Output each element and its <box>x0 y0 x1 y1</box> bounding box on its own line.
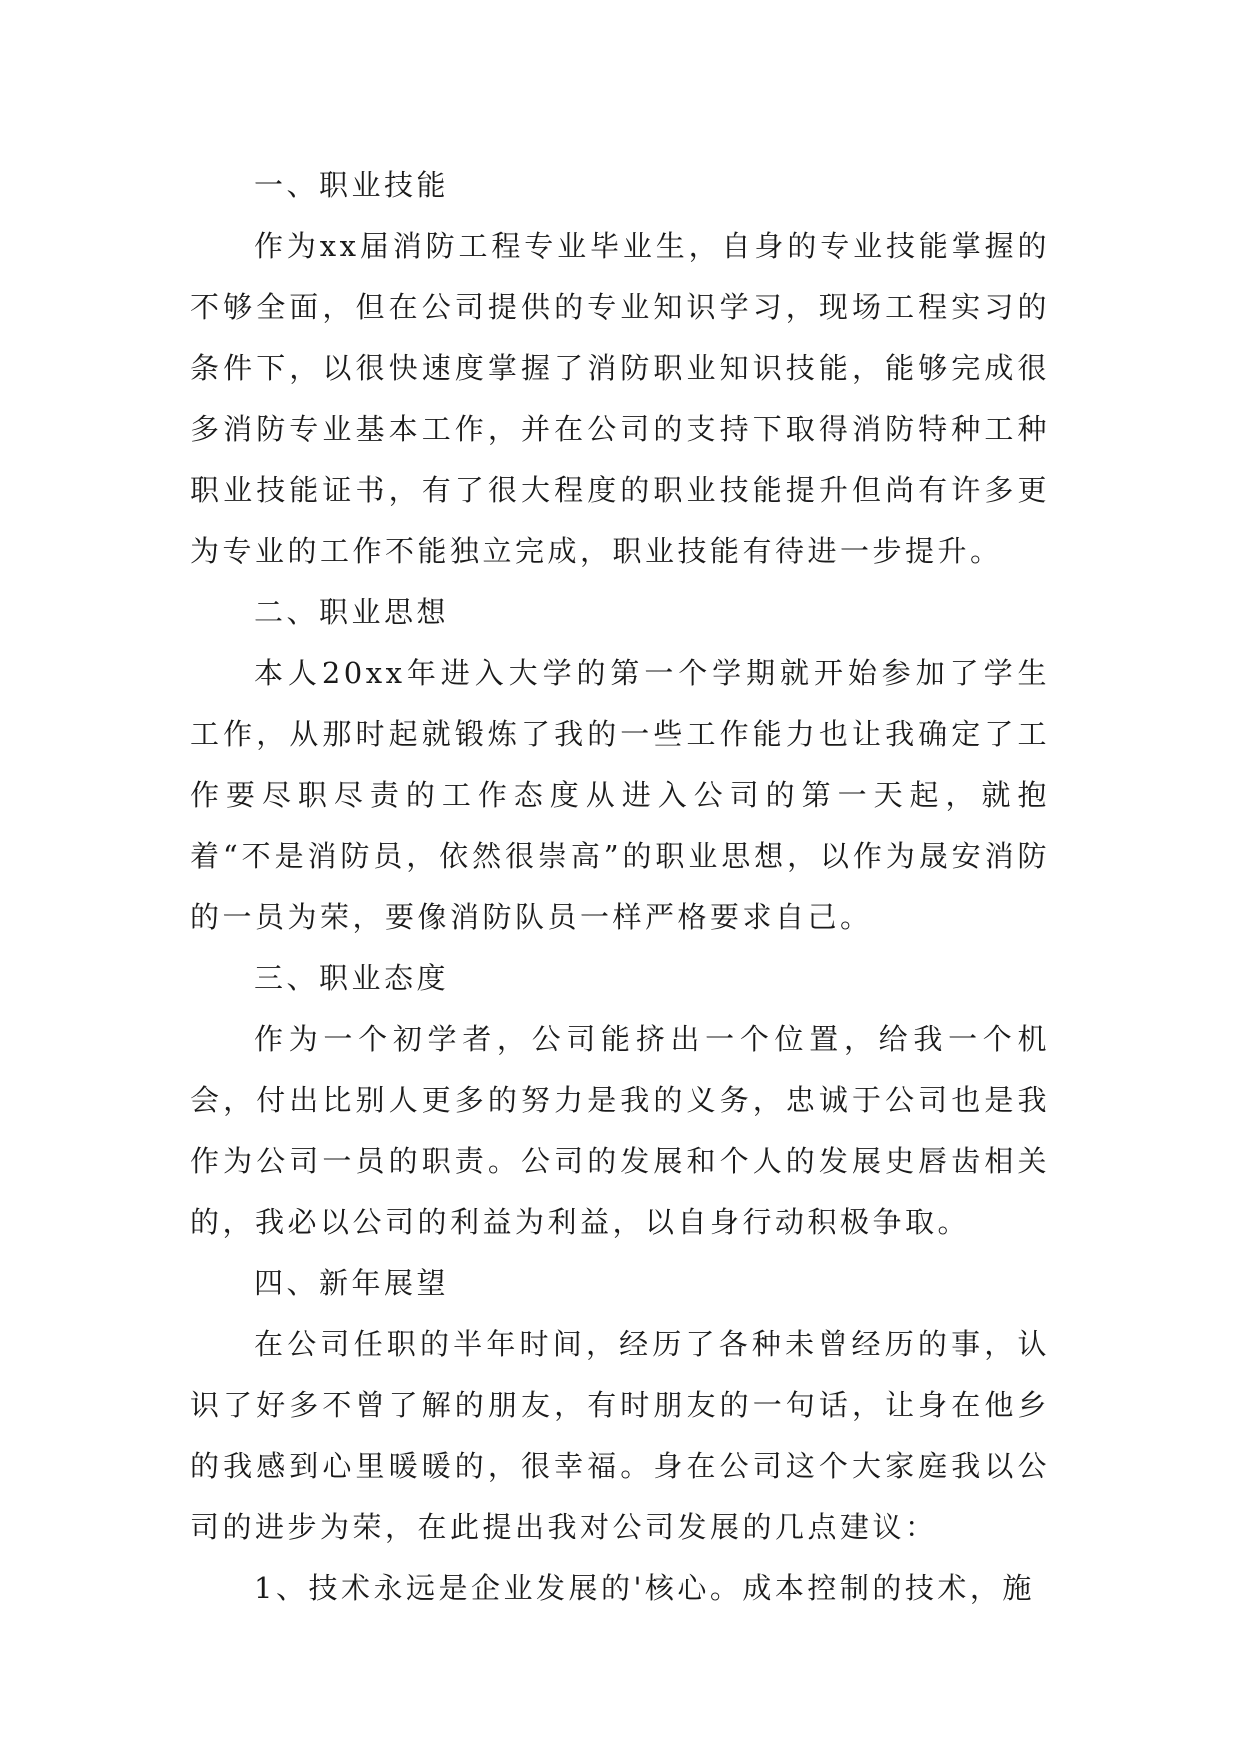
section-heading-attitude: 三、职业态度 <box>254 961 450 995</box>
paragraph-outlook: 在公司任职的半年时间，经历了各种未曾经历的事，认识了好多不曾了解的朋友，有时朋友的一句话，让身在他乡的我感到心里暖暖的，很幸福。身在公司这个大家庭我以公司的进步为荣，在此提出我对公司发展的几点建议： <box>190 1327 1050 1544</box>
paragraph-skills: 作为xx届消防工程专业毕业生，自身的专业技能掌握的不够全面，但在公司提供的专业知识学习，现场工程实习的条件下，以很快速度掌握了消防职业知识技能，能够完成很多消防专业基本工作，并在公司的支持下取得消防特种工种职业技能证书，有了很大程度的职业技能提升但尚有许多更为专业的工作不能独立完成，职业技能有待进一步提升。 <box>190 229 1050 568</box>
section-heading-thought: 二、职业思想 <box>254 595 450 629</box>
section-heading-skills: 一、职业技能 <box>254 168 450 202</box>
document-body <box>190 155 1050 1619</box>
section-heading-outlook: 四、新年展望 <box>254 1266 450 1300</box>
paragraph-thought: 本人20xx年进入大学的第一个学期就开始参加了学生工作，从那时起就锻炼了我的一些工作能力也让我确定了工作要尽职尽责的工作态度从进入公司的第一天起，就抱着“不是消防员，依然很崇高”的职业思想，以作为晟安消防的一员为荣，要像消防队员一样严格要求自己。 <box>190 656 1050 934</box>
paragraph-suggestion-1: 1、技术永远是企业发展的'核心。成本控制的技术，施 <box>254 1571 1035 1605</box>
paragraph-attitude: 作为一个初学者，公司能挤出一个位置，给我一个机会，付出比别人更多的努力是我的义务，忠诚于公司也是我作为公司一员的职责。公司的发展和个人的发展史唇齿相关的，我必以公司的利益为利益，以自身行动积极争取。 <box>190 1022 1050 1239</box>
